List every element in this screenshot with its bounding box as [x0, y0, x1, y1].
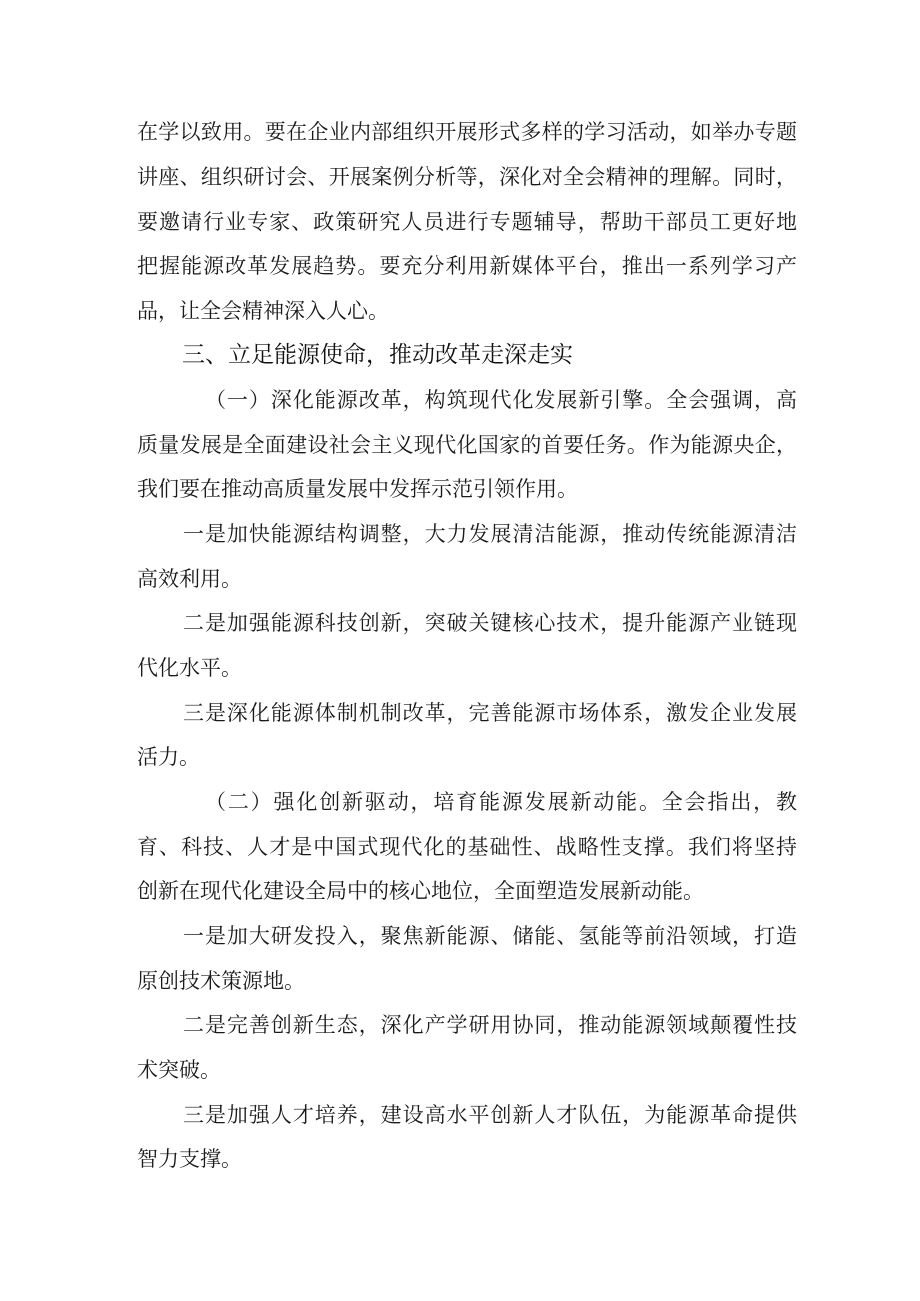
list-item-line: 代化水平。	[137, 656, 242, 680]
list-item-line: 二是完善创新生态，深化产学研用协同，推动能源领域颠覆性技	[183, 1013, 797, 1037]
paragraph-line: 在学以致用。要在企业内部组织开展形式多样的学习活动，如举办专题	[137, 120, 797, 144]
list-item-line: 三是加强人才培养，建设高水平创新人才队伍，为能源革命提供	[183, 1103, 797, 1127]
list-item-line: 高效利用。	[137, 567, 242, 591]
paragraph-line: 创新在现代化建设全局中的核心地位，全面塑造发展新动能。	[137, 879, 704, 903]
paragraph-line: 把握能源改革发展趋势。要充分利用新媒体平台，推出一系列学习产	[137, 254, 797, 278]
list-item-line: 三是深化能源体制机制改革，完善能源市场体系，激发企业发展	[183, 701, 797, 725]
list-item-line: 活力。	[137, 745, 200, 769]
list-item-line: 原创技术策源地。	[137, 969, 305, 993]
paragraph-line: 我们要在推动高质量发展中发挥示范引领作用。	[137, 477, 578, 501]
paragraph-line: 要邀请行业专家、政策研究人员进行专题辅导，帮助干部员工更好地	[137, 210, 797, 234]
list-item-line: 智力支撑。	[137, 1147, 242, 1171]
paragraph-line: 质量发展是全面建设社会主义现代化国家的首要任务。作为能源央企，	[137, 433, 797, 457]
list-item-line: 术突破。	[137, 1058, 221, 1082]
subsection-heading-line: （一）深化能源改革，构筑现代化发展新引擎。全会强调，高	[205, 388, 797, 412]
list-item-line: 二是加强能源科技创新，突破关键核心技术，提升能源产业链现	[183, 611, 797, 635]
paragraph-line: 育、科技、人才是中国式现代化的基础性、战略性支撑。我们将坚持	[137, 835, 797, 859]
list-item-line: 一是加快能源结构调整，大力发展清洁能源，推动传统能源清洁	[183, 522, 797, 546]
paragraph-line: 品，让全会精神深入人心。	[137, 299, 389, 323]
subsection-heading-line: （二）强化创新驱动，培育能源发展新动能。全会指出，教	[205, 790, 797, 814]
section-heading: 三、立足能源使命，推动改革走深走实	[182, 342, 573, 368]
list-item-line: 一是加大研发投入，聚焦新能源、储能、氢能等前沿领域，打造	[183, 924, 797, 948]
paragraph-line: 讲座、组织研讨会、开展案例分析等，深化对全会精神的理解。同时，	[137, 165, 797, 189]
